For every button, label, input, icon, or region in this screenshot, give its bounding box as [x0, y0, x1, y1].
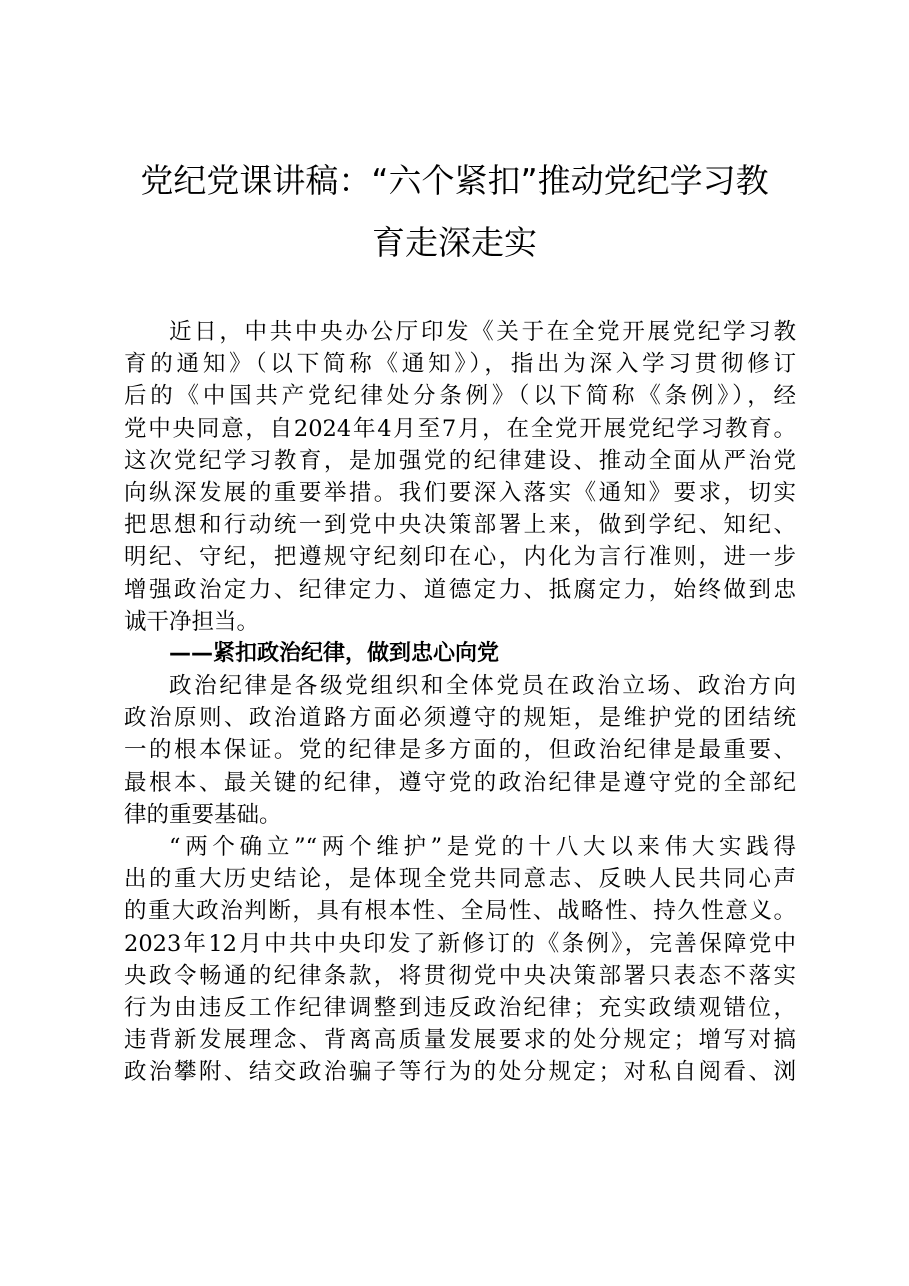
text-line: 后的《中国共产党纪律处分条例》（以下简称《条例》），经 — [124, 383, 796, 410]
text-line: 政治攀附、结交政治骗子等行为的处分规定；对私自阅看、浏 — [124, 1059, 796, 1086]
text-line: 向纵深发展的重要举措。我们要深入落实《通知》要求，切实 — [124, 479, 796, 506]
paragraph — [124, 831, 796, 1089]
section-heading — [124, 638, 796, 670]
text-line: 这次党纪学习教育，是加强党的纪律建设、推动全面从严治党 — [124, 447, 796, 474]
heading-line: ——紧扣政治纪律，做到忠心向党 — [169, 640, 500, 666]
paragraph — [124, 316, 796, 638]
text-line: 增强政治定力、纪律定力、道德定力、抵腐定力，始终做到忠 — [124, 576, 796, 603]
text-line: 明纪、守纪，把遵规守纪刻印在心，内化为言行准则，进一步 — [124, 544, 796, 571]
paragraph — [124, 670, 796, 831]
text-line: 律的重要基础。 — [124, 801, 282, 828]
text-line: 2023年12月中共中央印发了新修订的《条例》，完善保障党中 — [124, 930, 796, 957]
text-line: 把思想和行动统一到党中央决策部署上来，做到学纪、知纪、 — [124, 512, 796, 539]
text-line: 最根本、最关键的纪律，遵守党的政治纪律是遵守党的全部纪 — [124, 769, 796, 796]
text-line: 行为由违反工作纪律调整到违反政治纪律；充实政绩观错位， — [124, 994, 796, 1021]
text-line: 出的重大历史结论，是体现全党共同意志、反映人民共同心声 — [124, 866, 796, 893]
text-line: “两个确立”“两个维护”是党的十八大以来伟大实践得 — [169, 834, 796, 860]
title-line: 育走深走实 — [372, 223, 537, 262]
document-body — [124, 316, 796, 1089]
title-line: 党纪党课讲稿：“六个紧扣”推动党纪学习教 — [140, 161, 769, 200]
text-line: 央政令畅通的纪律条款，将贯彻党中央决策部署只表态不落实 — [124, 962, 796, 989]
text-line: 育的通知》（以下简称《通知》），指出为深入学习贯彻修订 — [124, 351, 796, 378]
text-line: 政治原则、政治道路方面必须遵守的规矩，是维护党的团结统 — [124, 705, 796, 732]
text-line: 党中央同意，自2024年4月至7月，在全党开展党纪学习教育。 — [124, 415, 796, 442]
text-line: 的重大政治判断，具有根本性、全局性、战略性、持久性意义。 — [124, 898, 796, 925]
text-line: 违背新发展理念、背离高质量发展要求的处分规定；增写对搞 — [124, 1027, 796, 1054]
text-line: 政治纪律是各级党组织和全体党员在政治立场、政治方向 — [169, 673, 796, 700]
document-title — [110, 150, 799, 274]
text-line: 一的根本保证。党的纪律是多方面的，但政治纪律是最重要、 — [124, 737, 796, 764]
text-line: 近日，中共中央办公厅印发《关于在全党开展党纪学习教 — [169, 319, 796, 345]
text-line: 诚干净担当。 — [124, 608, 260, 635]
